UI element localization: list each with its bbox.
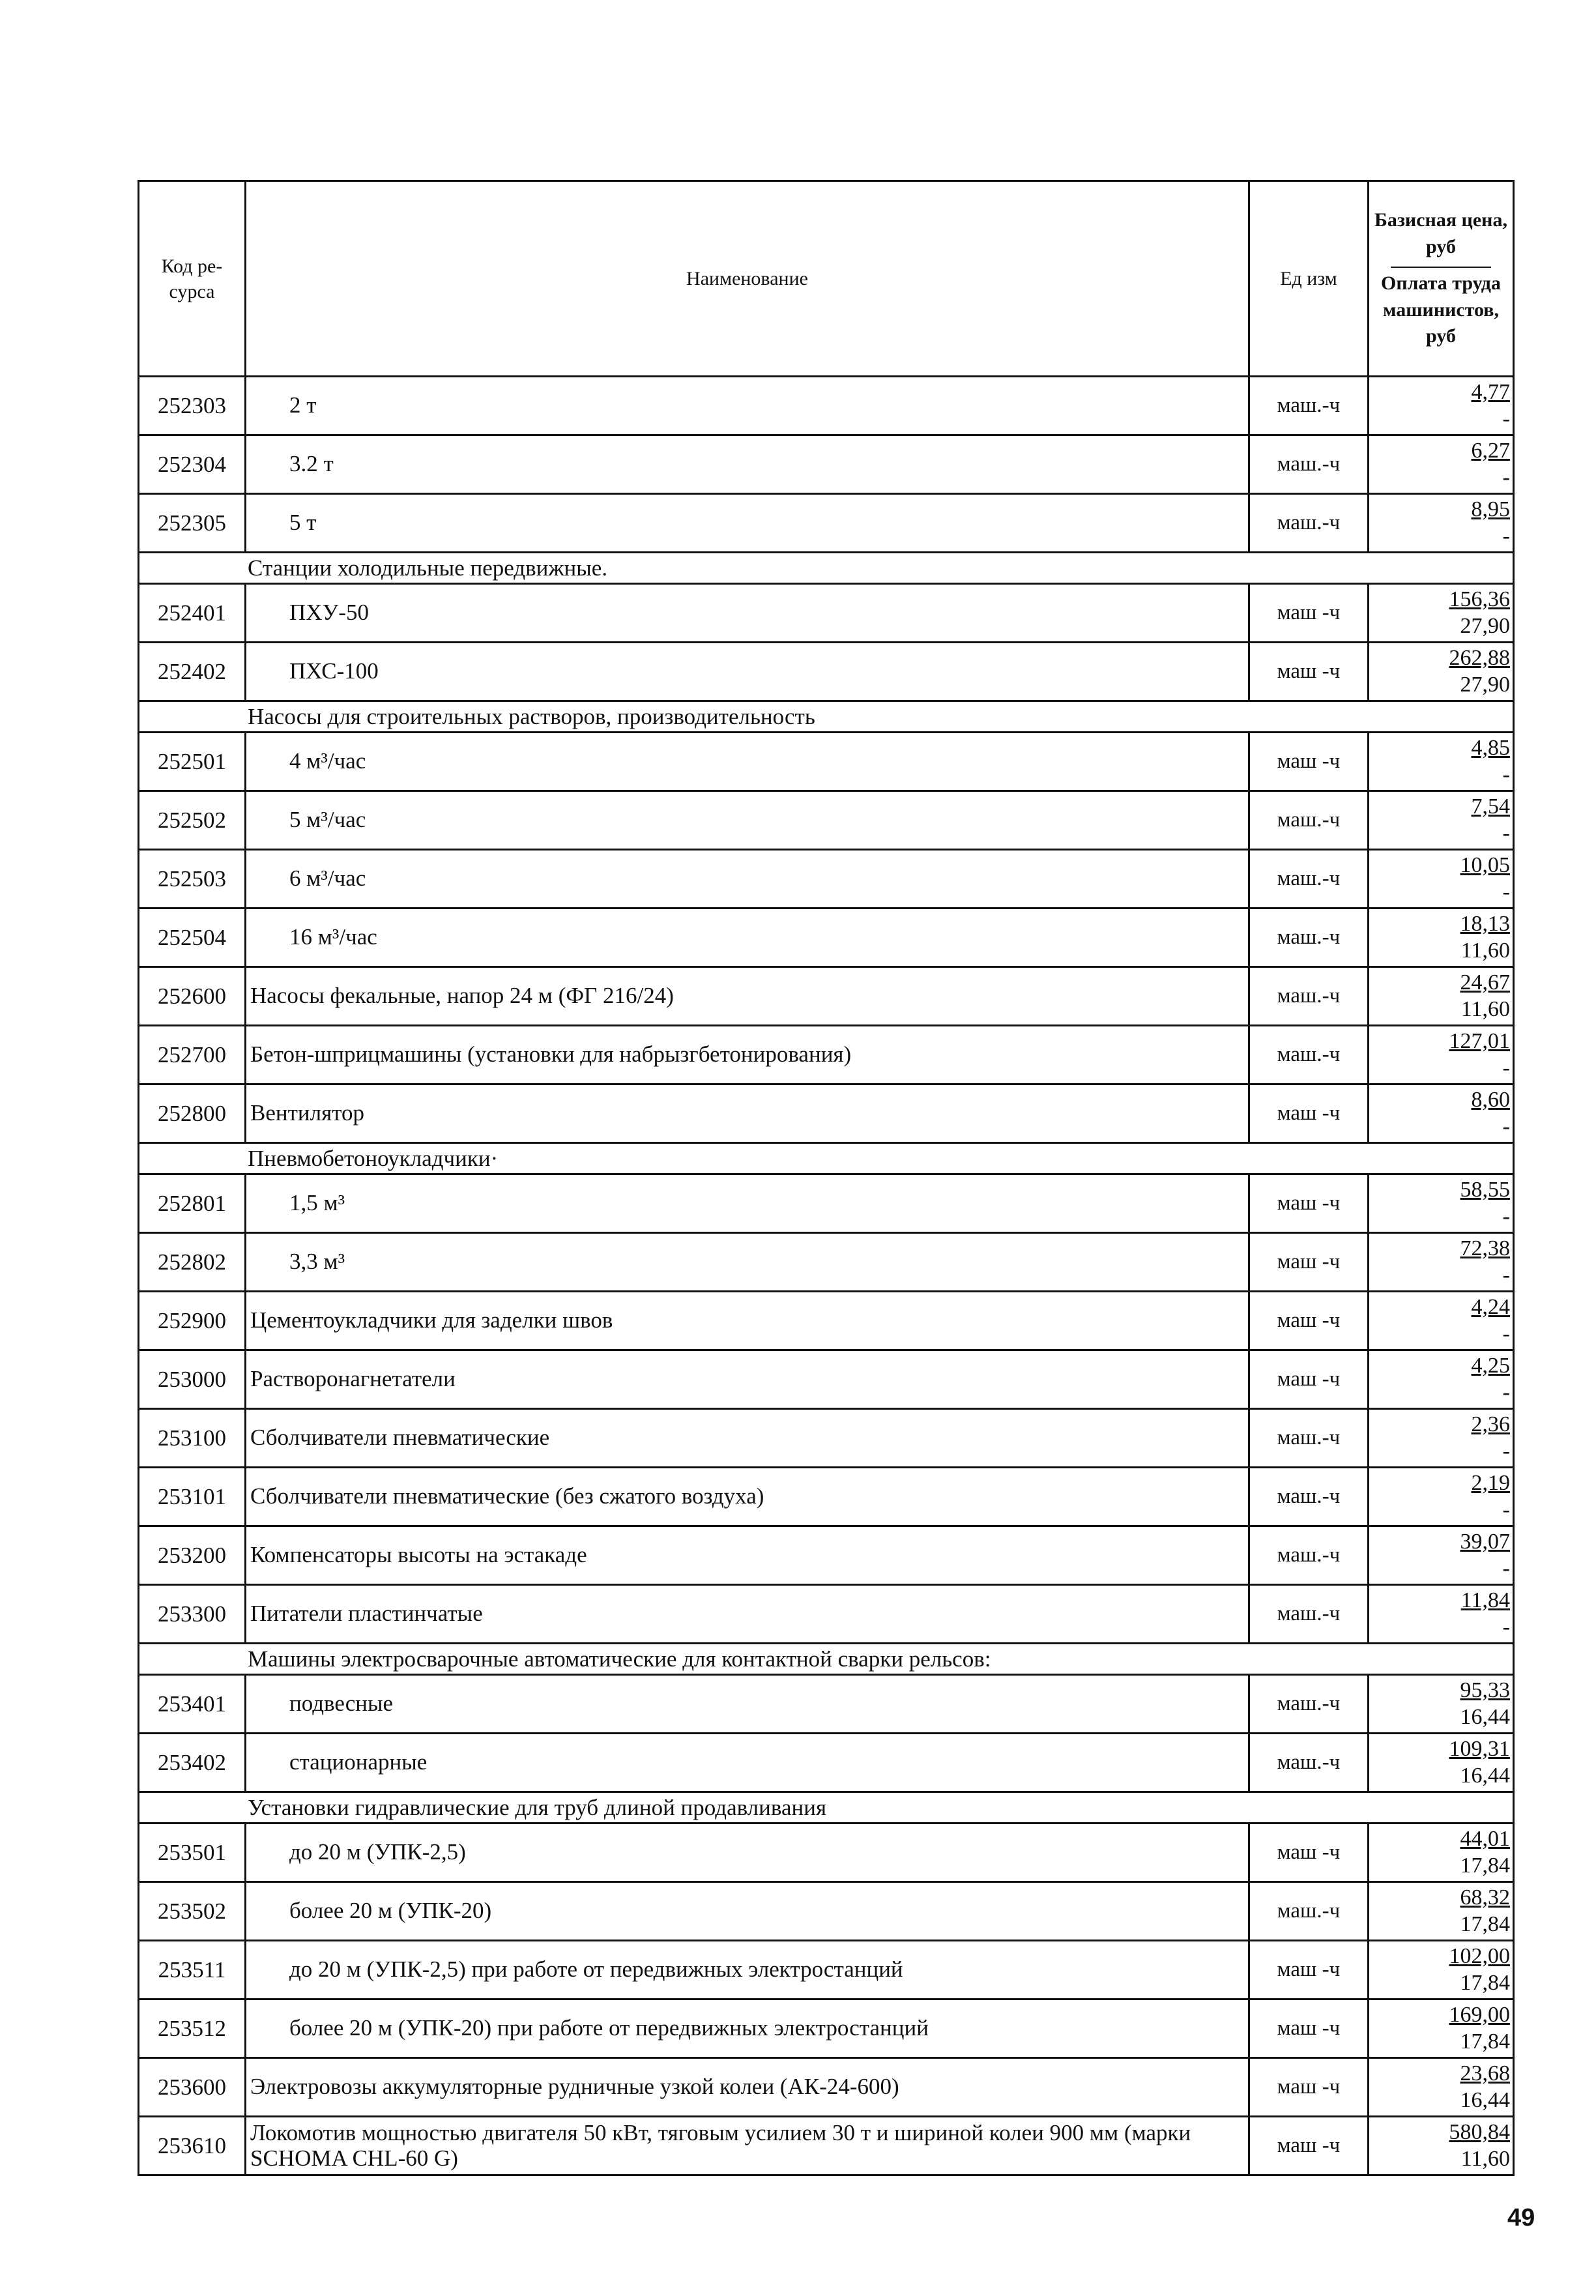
base-price: 4,85 <box>1471 735 1510 760</box>
operator-wage: - <box>1502 879 1510 904</box>
table-row <box>139 908 1514 967</box>
resource-code: 252305 <box>139 494 246 553</box>
resource-code: 253610 <box>139 2117 246 2175</box>
section-title: Установки гидравлические для труб длиной продавливания <box>139 1792 1514 1824</box>
price-cell <box>1369 1350 1514 1409</box>
operator-wage: - <box>1502 1556 1510 1580</box>
resource-name: Цементоукладчики для заделки швов <box>246 1292 1249 1350</box>
resource-code: 253200 <box>139 1526 246 1585</box>
operator-wage: 27,90 <box>1460 613 1510 638</box>
unit-of-measure: маш.-ч <box>1249 1026 1369 1084</box>
section-title: Насосы для строительных растворов, производительность <box>139 701 1514 733</box>
resource-code: 252304 <box>139 435 246 494</box>
resource-code: 253600 <box>139 2058 246 2117</box>
unit-of-measure: маш -ч <box>1249 643 1369 701</box>
table-row <box>139 1026 1514 1084</box>
resource-code: 253000 <box>139 1350 246 1409</box>
unit-of-measure: маш.-ч <box>1249 494 1369 553</box>
table-row <box>139 1233 1514 1292</box>
table-row <box>139 435 1514 494</box>
operator-wage: 11,60 <box>1460 2146 1510 2171</box>
unit-of-measure: маш.-ч <box>1249 1468 1369 1526</box>
operator-wage: 17,84 <box>1460 1970 1510 1995</box>
resource-code: 252502 <box>139 791 246 850</box>
price-table <box>138 180 1513 2176</box>
resource-code: 252800 <box>139 1084 246 1143</box>
resource-name: Вентилятор <box>246 1084 1249 1143</box>
resource-code: 252501 <box>139 733 246 791</box>
base-price: 109,31 <box>1449 1736 1510 1761</box>
table-row <box>139 2058 1514 2117</box>
resource-name: 4 м³/час <box>246 733 1249 791</box>
base-price: 4,25 <box>1471 1353 1510 1378</box>
unit-of-measure: маш -ч <box>1249 1824 1369 1882</box>
operator-wage: 11,60 <box>1460 938 1510 963</box>
section-row <box>139 553 1514 584</box>
operator-wage: - <box>1502 465 1510 489</box>
unit-of-measure: маш.-ч <box>1249 791 1369 850</box>
table-row <box>139 967 1514 1026</box>
resource-name: ПХУ-50 <box>246 584 1249 643</box>
resource-code: 252503 <box>139 850 246 908</box>
operator-wage: - <box>1502 1114 1510 1139</box>
table-row <box>139 850 1514 908</box>
base-price: 4,77 <box>1471 379 1510 404</box>
base-price: 11,84 <box>1460 1588 1510 1612</box>
price-cell <box>1369 1026 1514 1084</box>
table-header-row <box>139 181 1514 377</box>
header-price <box>1369 181 1514 377</box>
header-wage-label: Оплата труда машинистов, руб <box>1381 272 1501 347</box>
unit-of-measure: маш -ч <box>1249 1999 1369 2058</box>
unit-of-measure: маш.-ч <box>1249 435 1369 494</box>
resource-name: 3.2 т <box>246 435 1249 494</box>
section-row <box>139 1792 1514 1824</box>
resource-code: 252700 <box>139 1026 246 1084</box>
resource-code: 252303 <box>139 377 246 435</box>
price-cell <box>1369 1941 1514 1999</box>
price-cell <box>1369 2058 1514 2117</box>
operator-wage: - <box>1502 821 1510 845</box>
resource-name: Сболчиватели пневматические <box>246 1409 1249 1468</box>
unit-of-measure: маш.-ч <box>1249 1585 1369 1644</box>
unit-of-measure: маш.-ч <box>1249 1526 1369 1585</box>
section-row <box>139 1143 1514 1174</box>
base-price: 127,01 <box>1449 1028 1510 1053</box>
operator-wage: 27,90 <box>1460 672 1510 697</box>
base-price: 68,32 <box>1460 1885 1510 1910</box>
base-price: 262,88 <box>1449 645 1510 670</box>
resource-name: до 20 м (УПК-2,5) <box>246 1824 1249 1882</box>
price-cell <box>1369 435 1514 494</box>
unit-of-measure: маш.-ч <box>1249 850 1369 908</box>
unit-of-measure: маш -ч <box>1249 584 1369 643</box>
table-row <box>139 733 1514 791</box>
price-cell <box>1369 1882 1514 1941</box>
table-row <box>139 2117 1514 2175</box>
base-price: 102,00 <box>1449 1943 1510 1968</box>
base-price: 39,07 <box>1460 1529 1510 1554</box>
table-row <box>139 1526 1514 1585</box>
resource-name: стационарные <box>246 1734 1249 1792</box>
base-price: 7,54 <box>1471 794 1510 819</box>
table-row <box>139 1734 1514 1792</box>
table-row <box>139 1468 1514 1526</box>
page-number: 49 <box>1507 2204 1535 2231</box>
unit-of-measure: маш -ч <box>1249 1941 1369 1999</box>
resource-name: Бетон-шприцмашины (установки для набрызгбетонирования) <box>246 1026 1249 1084</box>
table-row <box>139 1350 1514 1409</box>
resource-code: 253100 <box>139 1409 246 1468</box>
unit-of-measure: маш -ч <box>1249 1174 1369 1233</box>
table-row <box>139 1941 1514 1999</box>
table-row <box>139 1675 1514 1734</box>
base-price: 58,55 <box>1460 1177 1510 1202</box>
operator-wage: - <box>1502 1497 1510 1522</box>
resource-name: более 20 м (УПК-20) <box>246 1882 1249 1941</box>
table-row <box>139 1174 1514 1233</box>
operator-wage: - <box>1502 762 1510 787</box>
price-cell <box>1369 850 1514 908</box>
price-cell <box>1369 494 1514 553</box>
resource-name: 5 м³/час <box>246 791 1249 850</box>
price-cell <box>1369 1084 1514 1143</box>
price-cell <box>1369 1734 1514 1792</box>
operator-wage: - <box>1502 1380 1510 1404</box>
resource-name: Насосы фекальные, напор 24 м (ФГ 216/24) <box>246 967 1249 1026</box>
section-row <box>139 701 1514 733</box>
table-row <box>139 791 1514 850</box>
price-cell <box>1369 1999 1514 2058</box>
section-title: Пневмобетоноукладчики· <box>139 1143 1514 1174</box>
resource-name: Растворонагнетатели <box>246 1350 1249 1409</box>
table-row <box>139 584 1514 643</box>
base-price: 6,27 <box>1471 438 1510 463</box>
base-price: 156,36 <box>1449 587 1510 611</box>
resource-name: Сболчиватели пневматические (без сжатого воздуха) <box>246 1468 1249 1526</box>
operator-wage: 16,44 <box>1460 1763 1510 1788</box>
resource-code: 253511 <box>139 1941 246 1999</box>
resource-code: 252801 <box>139 1174 246 1233</box>
resource-code: 252802 <box>139 1233 246 1292</box>
resource-name: Электровозы аккумуляторные рудничные узкой колеи (АК-24-600) <box>246 2058 1249 2117</box>
resource-code: 252900 <box>139 1292 246 1350</box>
header-code: Код ре-сурса <box>139 181 246 377</box>
base-price: 95,33 <box>1460 1678 1510 1702</box>
price-cell <box>1369 1174 1514 1233</box>
unit-of-measure: маш.-ч <box>1249 967 1369 1026</box>
operator-wage: - <box>1502 1204 1510 1228</box>
unit-of-measure: маш.-ч <box>1249 1882 1369 1941</box>
price-cell <box>1369 1409 1514 1468</box>
price-cell <box>1369 1526 1514 1585</box>
table-row <box>139 1585 1514 1644</box>
base-price: 580,84 <box>1449 2119 1510 2144</box>
base-price: 44,01 <box>1460 1826 1510 1851</box>
resource-code: 252401 <box>139 584 246 643</box>
unit-of-measure: маш.-ч <box>1249 1409 1369 1468</box>
base-price: 23,68 <box>1460 2061 1510 2085</box>
price-cell <box>1369 377 1514 435</box>
price-cell <box>1369 584 1514 643</box>
resource-name: более 20 м (УПК-20) при работе от передвижных электростанций <box>246 1999 1249 2058</box>
price-cell <box>1369 733 1514 791</box>
operator-wage: - <box>1502 406 1510 431</box>
operator-wage: - <box>1502 1055 1510 1080</box>
table-row <box>139 377 1514 435</box>
resource-name: Питатели пластинчатые <box>246 1585 1249 1644</box>
section-row <box>139 1644 1514 1675</box>
unit-of-measure: маш -ч <box>1249 1292 1369 1350</box>
base-price: 169,00 <box>1449 2002 1510 2027</box>
unit-of-measure: маш -ч <box>1249 2117 1369 2175</box>
table-row <box>139 1084 1514 1143</box>
resource-code: 252600 <box>139 967 246 1026</box>
price-cell <box>1369 643 1514 701</box>
resource-code: 253300 <box>139 1585 246 1644</box>
resource-code: 253402 <box>139 1734 246 1792</box>
unit-of-measure: маш.-ч <box>1249 377 1369 435</box>
resource-code: 253502 <box>139 1882 246 1941</box>
unit-of-measure: маш.-ч <box>1249 1675 1369 1734</box>
resource-name: 2 т <box>246 377 1249 435</box>
price-cell <box>1369 1233 1514 1292</box>
price-cell <box>1369 908 1514 967</box>
resource-code: 253501 <box>139 1824 246 1882</box>
unit-of-measure: маш -ч <box>1249 1084 1369 1143</box>
resource-name: 3,3 м³ <box>246 1233 1249 1292</box>
resource-name: подвесные <box>246 1675 1249 1734</box>
resource-name: до 20 м (УПК-2,5) при работе от передвижных электростанций <box>246 1941 1249 1999</box>
price-cell <box>1369 1292 1514 1350</box>
operator-wage: 17,84 <box>1460 2029 1510 2054</box>
resource-name: 6 м³/час <box>246 850 1249 908</box>
operator-wage: 16,44 <box>1460 1704 1510 1729</box>
price-cell <box>1369 791 1514 850</box>
price-cell <box>1369 2117 1514 2175</box>
unit-of-measure: маш.-ч <box>1249 1734 1369 1792</box>
price-cell <box>1369 1585 1514 1644</box>
resource-name: Локомотив мощностью двигателя 50 кВт, тяговым усилием 30 т и шириной колеи 900 мм (марки SCHOMA CHL-60 G) <box>246 2117 1249 2175</box>
resource-code: 252402 <box>139 643 246 701</box>
section-title: Машины электросварочные автоматические для контактной сварки рельсов: <box>139 1644 1514 1675</box>
table-row <box>139 643 1514 701</box>
operator-wage: - <box>1502 1614 1510 1639</box>
table-row <box>139 1292 1514 1350</box>
header-name: Наименование <box>246 181 1249 377</box>
base-price: 18,13 <box>1460 911 1510 936</box>
operator-wage: 17,84 <box>1460 1911 1510 1936</box>
operator-wage: - <box>1502 523 1510 548</box>
section-title: Станции холодильные передвижные. <box>139 553 1514 584</box>
base-price: 2,19 <box>1471 1470 1510 1495</box>
price-cell <box>1369 967 1514 1026</box>
base-price: 24,67 <box>1460 970 1510 995</box>
table-row <box>139 1824 1514 1882</box>
price-cell <box>1369 1468 1514 1526</box>
table-row <box>139 1409 1514 1468</box>
operator-wage: 11,60 <box>1460 996 1510 1021</box>
table-row <box>139 1882 1514 1941</box>
base-price: 10,05 <box>1460 852 1510 877</box>
operator-wage: 16,44 <box>1460 2087 1510 2112</box>
table-row <box>139 1999 1514 2058</box>
operator-wage: - <box>1502 1321 1510 1346</box>
resource-name: 5 т <box>246 494 1249 553</box>
base-price: 72,38 <box>1460 1236 1510 1260</box>
base-price: 2,36 <box>1471 1412 1510 1436</box>
resource-code: 253401 <box>139 1675 246 1734</box>
operator-wage: - <box>1502 1438 1510 1463</box>
operator-wage: 17,84 <box>1460 1853 1510 1878</box>
resource-code: 252504 <box>139 908 246 967</box>
base-price: 8,95 <box>1471 497 1510 521</box>
unit-of-measure: маш -ч <box>1249 1233 1369 1292</box>
resource-code: 253512 <box>139 1999 246 2058</box>
unit-of-measure: маш.-ч <box>1249 908 1369 967</box>
unit-of-measure: маш -ч <box>1249 733 1369 791</box>
operator-wage: - <box>1502 1262 1510 1287</box>
resource-name: 1,5 м³ <box>246 1174 1249 1233</box>
base-price: 4,24 <box>1471 1294 1510 1319</box>
price-cell <box>1369 1824 1514 1882</box>
table-row <box>139 494 1514 553</box>
resource-name: ПХС-100 <box>246 643 1249 701</box>
resource-name: Компенсаторы высоты на эстакаде <box>246 1526 1249 1585</box>
unit-of-measure: маш -ч <box>1249 2058 1369 2117</box>
resource-name: 16 м³/час <box>246 908 1249 967</box>
base-price: 8,60 <box>1471 1087 1510 1112</box>
price-cell <box>1369 1675 1514 1734</box>
header-price-label: Базисная цена, руб <box>1374 209 1507 257</box>
resource-code: 253101 <box>139 1468 246 1526</box>
unit-of-measure: маш -ч <box>1249 1350 1369 1409</box>
header-unit: Ед изм <box>1249 181 1369 377</box>
